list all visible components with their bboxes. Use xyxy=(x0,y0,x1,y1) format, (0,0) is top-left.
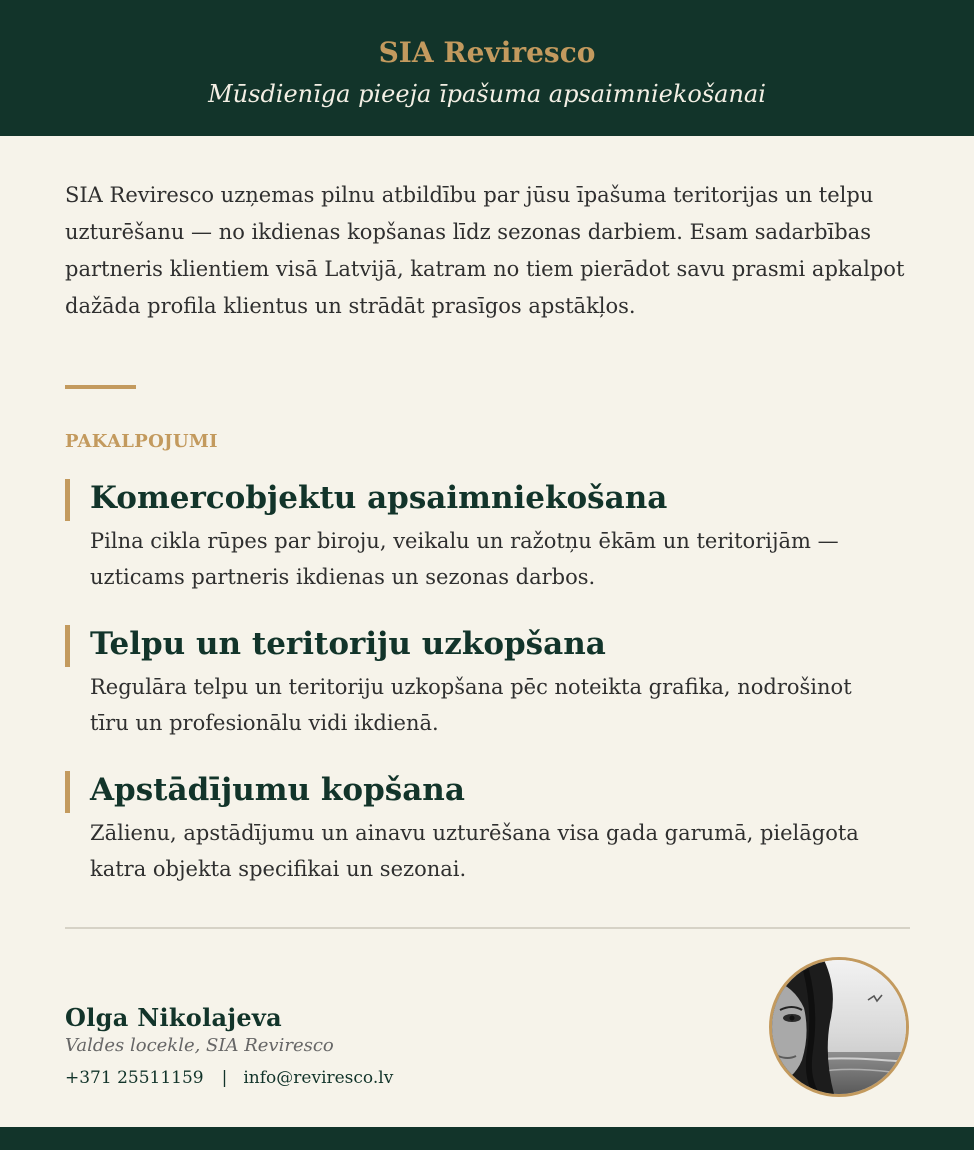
service-description: Zālienu, apstādījumu un ainavu uzturēšana visa gada garumā, pielāgota katra objekta specifikai un sezonai. xyxy=(90,821,859,881)
service-title: Telpu un teritoriju uzkopšana xyxy=(90,626,606,662)
service-accent-bar xyxy=(65,771,70,813)
contact-phone[interactable]: +371 25511159 xyxy=(65,1068,204,1088)
header-banner xyxy=(0,0,974,136)
contact-name: Olga Nikolajeva xyxy=(65,1003,283,1032)
footer-bar xyxy=(0,1127,974,1150)
section-divider xyxy=(65,927,910,929)
service-description: Pilna cikla rūpes par biroju, veikalu un ražotņu ēkām un teritorijām — uzticams partneris ikdienas un sezonas darbos. xyxy=(90,529,839,589)
company-tagline: Mūsdienīga pieeja īpašuma apsaimniekošanai xyxy=(208,80,766,108)
avatar xyxy=(769,957,909,1097)
contact-role: Valdes locekle, SIA Reviresco xyxy=(65,1035,334,1056)
contact-separator: | xyxy=(221,1068,228,1088)
service-title: Komercobjektu apsaimniekošana xyxy=(90,480,668,516)
avatar-portrait xyxy=(772,960,906,1094)
service-description: Regulāra telpu un teritoriju uzkopšana pēc noteikta grafika, nodrošinot tīru un profesionālu vidi ikdienā. xyxy=(90,675,852,735)
service-title: Apstādījumu kopšana xyxy=(90,772,465,808)
contact-email[interactable]: info@reviresco.lv xyxy=(243,1068,394,1088)
company-name: SIA Reviresco xyxy=(378,36,596,69)
contact-details xyxy=(65,1066,393,1090)
service-accent-bar xyxy=(65,479,70,521)
accent-divider xyxy=(65,385,136,389)
intro-paragraph: SIA Reviresco uzņemas pilnu atbildību par jūsu īpašuma teritorijas un telpu uzturēšanu — no ikdienas kopšanas līdz sezonas darbiem. Esam sadarbības partneris klientiem visā Latvijā, katram no tiem pierādot savu prasmi apkalpot dažāda profila klientus un strādāt prasīgos apstākļos. xyxy=(65,183,905,318)
services-section-label: PAKALPOJUMI xyxy=(65,431,218,452)
service-accent-bar xyxy=(65,625,70,667)
